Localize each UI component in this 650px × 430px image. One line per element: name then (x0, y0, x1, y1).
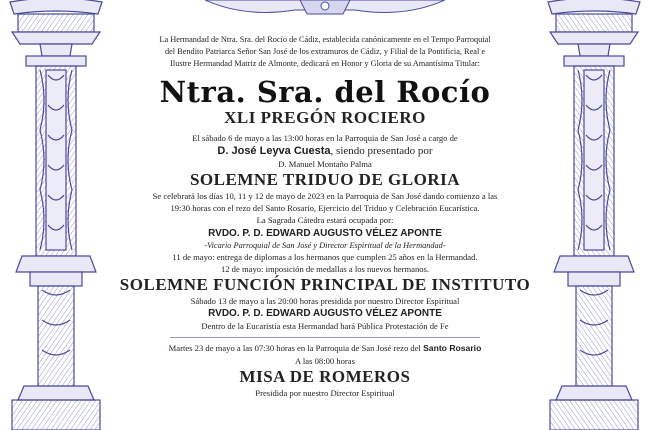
pregon-presenter: D. Manuel Montaño Palma (278, 158, 372, 169)
section-divider (170, 337, 480, 338)
triduo-note: 11 de mayo: entrega de diplomas a los hermanos que cumplen 25 años en la Hermandad. (172, 251, 478, 262)
triduo-note: 12 de mayo: imposición de medallas a los nuevos hermanos. (220, 263, 430, 274)
triduo-line: 19:30 horas con el rezo del Santo Rosario, Ejercicio del Triduo y Celebración Eucarística. (170, 203, 480, 214)
left-pillar-illustration (0, 0, 112, 430)
pregon-heading: XLI PREGÓN ROCIERO (224, 107, 426, 127)
romeros-rosary-bold: Santo Rosario (423, 343, 482, 354)
romeros-heading: MISA DE ROMEROS (239, 366, 411, 386)
pregon-details: El sábado 6 de mayo a las 13:00 horas en la Parroquia de San José a cargo de (192, 132, 458, 143)
announcement-content (112, 34, 538, 399)
funcion-preacher: RVDO. P. D. EDWARD AUGUSTO VÉLEZ APONTE (208, 308, 442, 320)
funcion-protestation: Dentro de la Eucaristía esta Hermandad hará Pública Protestación de Fe (201, 321, 449, 332)
triduo-heading: SOLEMNE TRIDUO DE GLORIA (189, 170, 461, 190)
funcion-details: Sábado 13 de mayo a las 20:00 horas presidida por nuestro Director Espiritual (190, 296, 460, 307)
pregon-speaker: D. José Leyva Cuesta (217, 144, 331, 157)
romeros-rosary-line (112, 342, 538, 354)
intro-line: La Hermandad de Ntra. Sra. del Rocío de Cádiz, establecida canónicamente en el Tempo Parroquial (159, 35, 491, 44)
triduo-line: La Sagrada Cátedra estará ocupada por: (256, 215, 394, 226)
right-pillar-illustration (538, 0, 650, 430)
romeros-rosary-text: Martes 23 de mayo a las 07:30 horas en la Parroquia de San José rezo del (168, 343, 421, 354)
top-crest-ornament (205, 0, 445, 18)
pregon-speaker-line (112, 144, 538, 158)
triduo-preacher: RVDO. P. D. EDWARD AUGUSTO VÉLEZ APONTE (208, 227, 442, 239)
romeros-time: A las 08:00 horas (295, 355, 355, 366)
page-title: Ntra. Sra. del Rocío (159, 74, 491, 109)
romeros-presided: Presidida por nuestro Director Espiritual (255, 387, 395, 398)
intro-line: Ilustre Hermandad Matriz de Almonte, dedicará en Honor y Gloria de su Amantísima Titular: (170, 59, 480, 69)
intro-line: del Bendito Patriarca Señor San José de los extramuros de Cádiz, y Filial de la Pontificia, Real e (164, 47, 486, 57)
triduo-preacher-role: -Vicario Parroquial de San José y Director Espiritual de la Hermandad- (204, 240, 446, 250)
funcion-heading: SOLEMNE FUNCIÓN PRINCIPAL DE INSTITUTO (119, 275, 531, 295)
triduo-line: Se celebrará los días 10, 11 y 12 de mayo de 2023 en la Parroquia de San José dando comienzo a las (152, 191, 498, 202)
pregon-speaker-suffix: , siendo presentado por (330, 144, 433, 157)
